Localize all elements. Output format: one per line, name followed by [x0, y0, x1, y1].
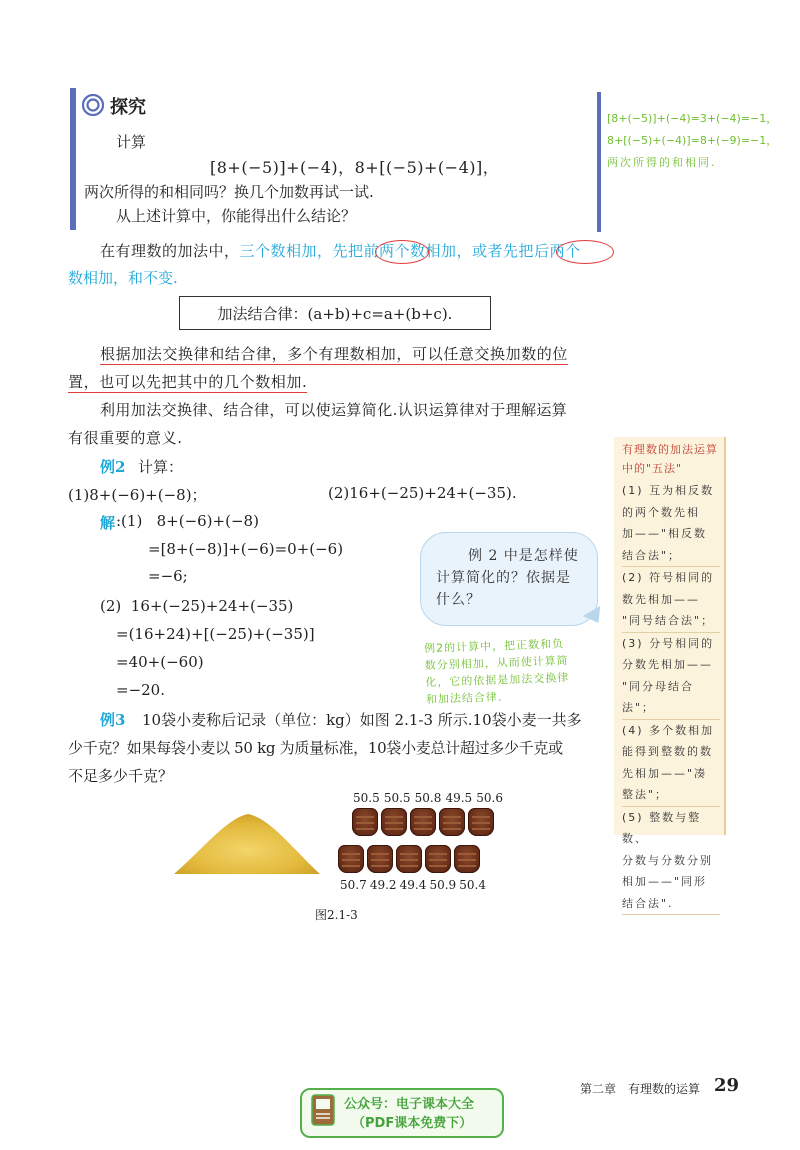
- tip-body: [622, 480, 720, 915]
- assoc-prefix: 在有理数的加法中，: [100, 242, 240, 260]
- side-answer-3: 两次所得的和相同.: [607, 156, 717, 169]
- sack-icon: [468, 808, 494, 836]
- sack-icon: [396, 845, 422, 873]
- sack-icon: [410, 808, 436, 836]
- assoc-law-text: 加法结合律：(a+b)+c=a+(b+c).: [217, 304, 453, 323]
- sack-icon: [439, 808, 465, 836]
- para2-line2: 有很重要的意义.: [68, 429, 183, 447]
- ex2-question-2: (2)16+(−25)+24+(−35).: [328, 484, 517, 502]
- red-circle-back-two: [556, 240, 614, 264]
- wheat-pile-image: [172, 810, 322, 878]
- assoc-statement-line1: [100, 240, 581, 261]
- assoc-part-c: 数相加，或者先把: [410, 242, 535, 260]
- ex2-solution-3: =−6;: [148, 567, 188, 585]
- explore-question: 两次所得的和相同吗？换几个加数再试一试.: [84, 183, 374, 201]
- ex2-title: 计算：: [138, 458, 184, 476]
- sack-icon: [338, 845, 364, 873]
- explore-left-bar: [70, 88, 76, 230]
- tip-heading: 有理数的加法运算 中的"五法": [622, 443, 718, 475]
- tip-item: (1) 互为相反数 的两个数先相 加——"相反数 结合法"；: [622, 480, 720, 567]
- book-icon: [310, 1093, 336, 1127]
- red-circle-front-two: [375, 240, 429, 264]
- ex3-line1: 10袋小麦称后记录（单位：kg）如图 2.1-3 所示.10袋小麦一共多: [142, 711, 582, 729]
- explore-right-bar: [597, 92, 601, 232]
- ex2-solution-7: =−20.: [116, 681, 165, 699]
- tip-item: (3) 分号相同的 分数先相加—— "同分母结合 法"；: [622, 633, 720, 720]
- sack-icon: [352, 808, 378, 836]
- explore-line-compute: 计算: [116, 133, 147, 151]
- chapter-title: 第二章 有理数的运算: [580, 1082, 701, 1096]
- green-note: 例2的计算中，把正数和负 数分别相加，从而使计算简 化，它的依据是加法交换律 和加法结合律.: [423, 637, 570, 707]
- explore-formula: [8+(−5)]+(−4)，8+[(−5)+(−4)]，: [210, 158, 500, 177]
- ex2-solution-1: :(1) 8+(−6)+(−8): [116, 512, 259, 530]
- sack-icon: [381, 808, 407, 836]
- watermark-line1: 公众号：电子课本大全: [344, 1097, 475, 1112]
- ex2-solution-4: (2) 16+(−25)+24+(−35): [100, 597, 294, 615]
- top-weights: 50.5 50.5 50.8 49.5 50.6: [353, 791, 503, 805]
- watermark-line2: （PDF课本免费下）: [352, 1116, 473, 1131]
- bottom-weights: 50.7 49.2 49.4 50.9 50.4: [340, 878, 486, 892]
- ex3-line3: 不足多少千克？: [68, 767, 174, 785]
- ex2-solution-label: 解: [100, 514, 116, 532]
- para1-line1: 根据加法交换律和结合律，多个有理数相加，可以任意交换加数的位: [100, 345, 569, 363]
- thought-bubble-text: 例 2 中是怎样使 计算简化的？依据是 什么？: [436, 548, 579, 608]
- assoc-law-box: [179, 296, 491, 330]
- assoc-part-e: 数相加，和不变.: [68, 269, 178, 287]
- explore-title: 探究: [110, 97, 146, 118]
- assoc-part-d: 后两个: [534, 242, 581, 260]
- tip-item: (2) 符号相同的 数先相加—— "同号结合法"；: [622, 567, 720, 633]
- tip-item: (5) 整数与整数、 分数与分数分别 相加——"同形 结合法".: [622, 807, 720, 916]
- ex3-line2: 少千克？如果每袋小麦以 50 kg 为质量标准，10袋小麦总计超过多少千克或: [68, 739, 563, 757]
- ex2-question-1: (1)8+(−6)+(−8)；: [68, 486, 207, 504]
- ex2-solution-2: =[8+(−8)]+(−6)=0+(−6): [148, 540, 344, 558]
- tip-item: (4) 多个数相加 能得到整数的数 先相加——"凑 整法"；: [622, 720, 720, 807]
- side-answer-1: [8+(−5)]+(−4)=3+(−4)=−1，: [607, 112, 778, 125]
- side-answer-2: 8+[(−5)+(−4)]=8+(−9)=−1，: [607, 134, 778, 147]
- para1-line2: 置，也可以先把其中的几个数相加.: [68, 373, 308, 391]
- para2-line1: 利用加法交换律、结合律，可以使运算简化.认识运算律对于理解运算: [100, 401, 568, 419]
- assoc-part-a: 三个数相加，先把: [239, 242, 364, 260]
- sack-icon: [425, 845, 451, 873]
- explore-conclusion-prompt: 从上述计算中，你能得出什么结论？: [116, 207, 357, 225]
- figure-caption: 图2.1-3: [315, 908, 358, 922]
- assoc-part-b: 前两个: [363, 242, 411, 260]
- sack-icon: [454, 845, 480, 873]
- ex3-label: 例3: [100, 711, 126, 729]
- sack-icon: [367, 845, 393, 873]
- ex2-solution-5: =(16+24)+[(−25)+(−35)]: [116, 625, 315, 643]
- ex2-solution-6: =40+(−60): [116, 653, 204, 671]
- ex2-label: 例2: [100, 458, 126, 476]
- page-number: 29: [714, 1075, 740, 1096]
- explore-icon: [82, 94, 104, 116]
